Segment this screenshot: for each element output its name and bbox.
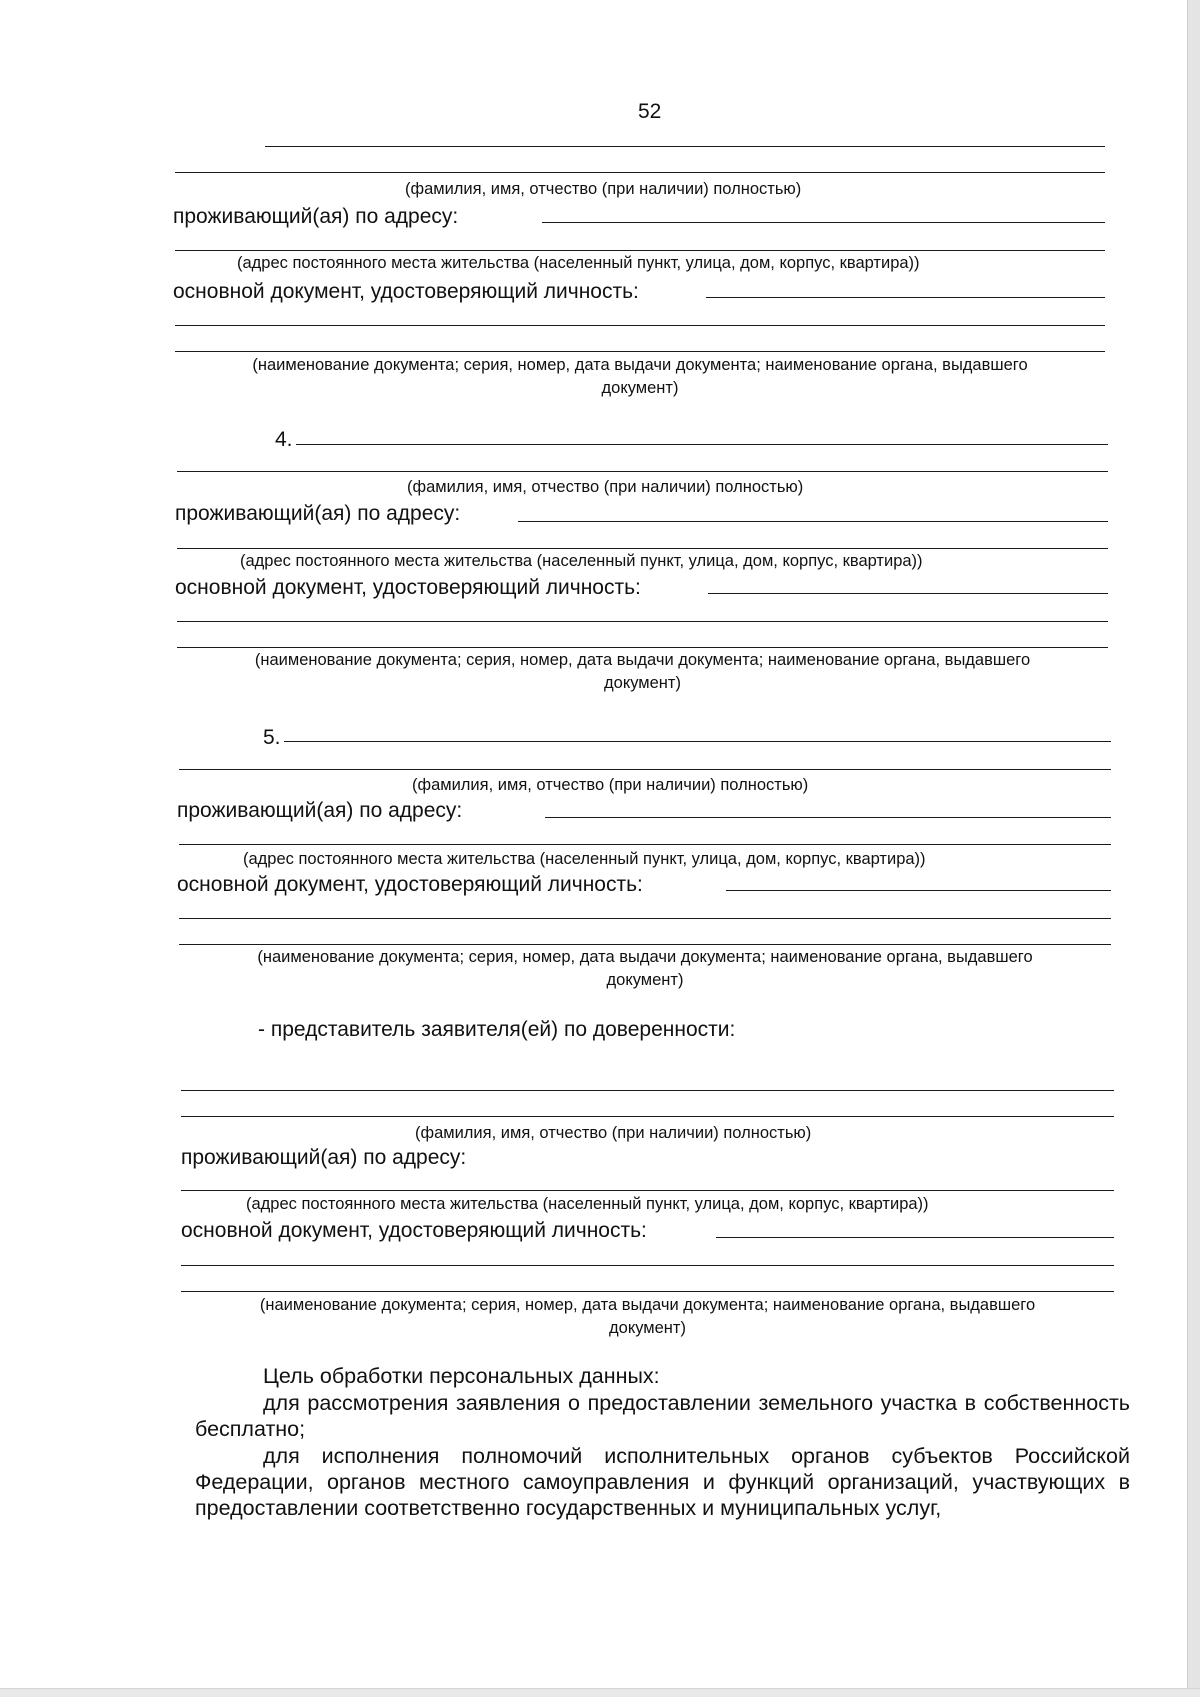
caption-fio: (фамилия, имя, отчество (при наличии) полностью) — [412, 776, 809, 794]
page-number: 52 — [638, 100, 662, 123]
representative-heading: - представитель заявителя(ей) по доверенности: — [258, 1018, 736, 1041]
caption-document: (наименование документа; серия, номер, дата выдачи документа; наименование органа, выдавшего — [257, 948, 1033, 966]
label-document: основной документ, удостоверяющий личность: — [177, 873, 643, 896]
fill-line — [175, 325, 1105, 326]
fill-line — [265, 146, 1105, 147]
fill-line — [181, 1291, 1114, 1292]
caption-address: (адрес постоянного места жительства (населенный пункт, улица, дом, корпус, квартира)) — [246, 1195, 929, 1213]
fill-line — [179, 844, 1111, 845]
page-edge — [1187, 0, 1200, 1697]
fill-line — [175, 172, 1105, 173]
fill-line — [545, 817, 1111, 818]
label-address: проживающий(ая) по адресу: — [181, 1146, 467, 1169]
caption-document: (наименование документа; серия, номер, дата выдачи документа; наименование органа, выдавшего — [259, 1296, 1036, 1314]
caption-document: документ) — [609, 1319, 686, 1337]
fill-line — [181, 1265, 1114, 1266]
fill-line — [181, 1190, 1114, 1191]
fill-line — [296, 444, 1108, 445]
purpose-item — [195, 1443, 1130, 1521]
fill-line — [181, 1116, 1114, 1117]
caption-document: документ) — [606, 971, 684, 989]
caption-fio: (фамилия, имя, отчество (при наличии) полностью) — [407, 478, 804, 496]
caption-fio: (фамилия, имя, отчество (при наличии) полностью) — [405, 180, 802, 198]
caption-address: (адрес постоянного места жительства (населенный пункт, улица, дом, корпус, квартира)) — [240, 552, 923, 570]
label-address: проживающий(ая) по адресу: — [177, 799, 463, 822]
fill-line — [726, 890, 1111, 891]
fill-line — [175, 250, 1105, 251]
caption-address: (адрес постоянного места жительства (населенный пункт, улица, дом, корпус, квартира)) — [243, 850, 926, 868]
fill-line — [716, 1237, 1114, 1238]
caption-document: (наименование документа; серия, номер, дата выдачи документа; наименование органа, выдавшего — [252, 356, 1028, 374]
caption-document: (наименование документа; серия, номер, дата выдачи документа; наименование органа, выдавшего — [254, 651, 1031, 669]
label-document: основной документ, удостоверяющий личность: — [175, 576, 641, 599]
fill-line — [177, 471, 1108, 472]
fill-line — [518, 521, 1108, 522]
label-address: проживающий(ая) по адресу: — [173, 205, 459, 228]
page-edge — [0, 1688, 1200, 1697]
fill-line — [181, 1090, 1114, 1091]
fill-line — [179, 944, 1111, 945]
caption-document: документ) — [601, 379, 679, 397]
fill-line — [708, 593, 1108, 594]
applicant-number: 5. — [263, 726, 281, 749]
fill-line — [177, 647, 1108, 648]
purpose-heading: Цель обработки персональных данных: — [263, 1364, 660, 1388]
caption-document: документ) — [604, 674, 681, 692]
purpose-item-text: для рассмотрения заявления о предоставлении земельного участка в собственность бесплатно; — [195, 1391, 1130, 1441]
fill-line — [175, 351, 1105, 352]
fill-line — [284, 741, 1111, 742]
fill-line — [179, 769, 1111, 770]
caption-fio: (фамилия, имя, отчество (при наличии) полностью) — [415, 1124, 812, 1142]
purpose-item-text: для исполнения полномочий исполнительных органов субъектов Российской Федерации, органов местного самоуправления и функций организаций, участвующих в предоставлении соответственно государственных и муниципальных услуг, — [195, 1444, 1130, 1520]
fill-line — [706, 297, 1105, 298]
label-address: проживающий(ая) по адресу: — [175, 502, 461, 525]
caption-address: (адрес постоянного места жительства (населенный пункт, улица, дом, корпус, квартира)) — [237, 254, 920, 272]
label-document: основной документ, удостоверяющий личность: — [181, 1219, 647, 1242]
label-document: основной документ, удостоверяющий личность: — [173, 280, 639, 303]
applicant-number: 4. — [275, 428, 293, 451]
fill-line — [179, 918, 1111, 919]
fill-line — [177, 621, 1108, 622]
purpose-item — [195, 1390, 1130, 1442]
fill-line — [542, 222, 1105, 223]
fill-line — [177, 548, 1108, 549]
